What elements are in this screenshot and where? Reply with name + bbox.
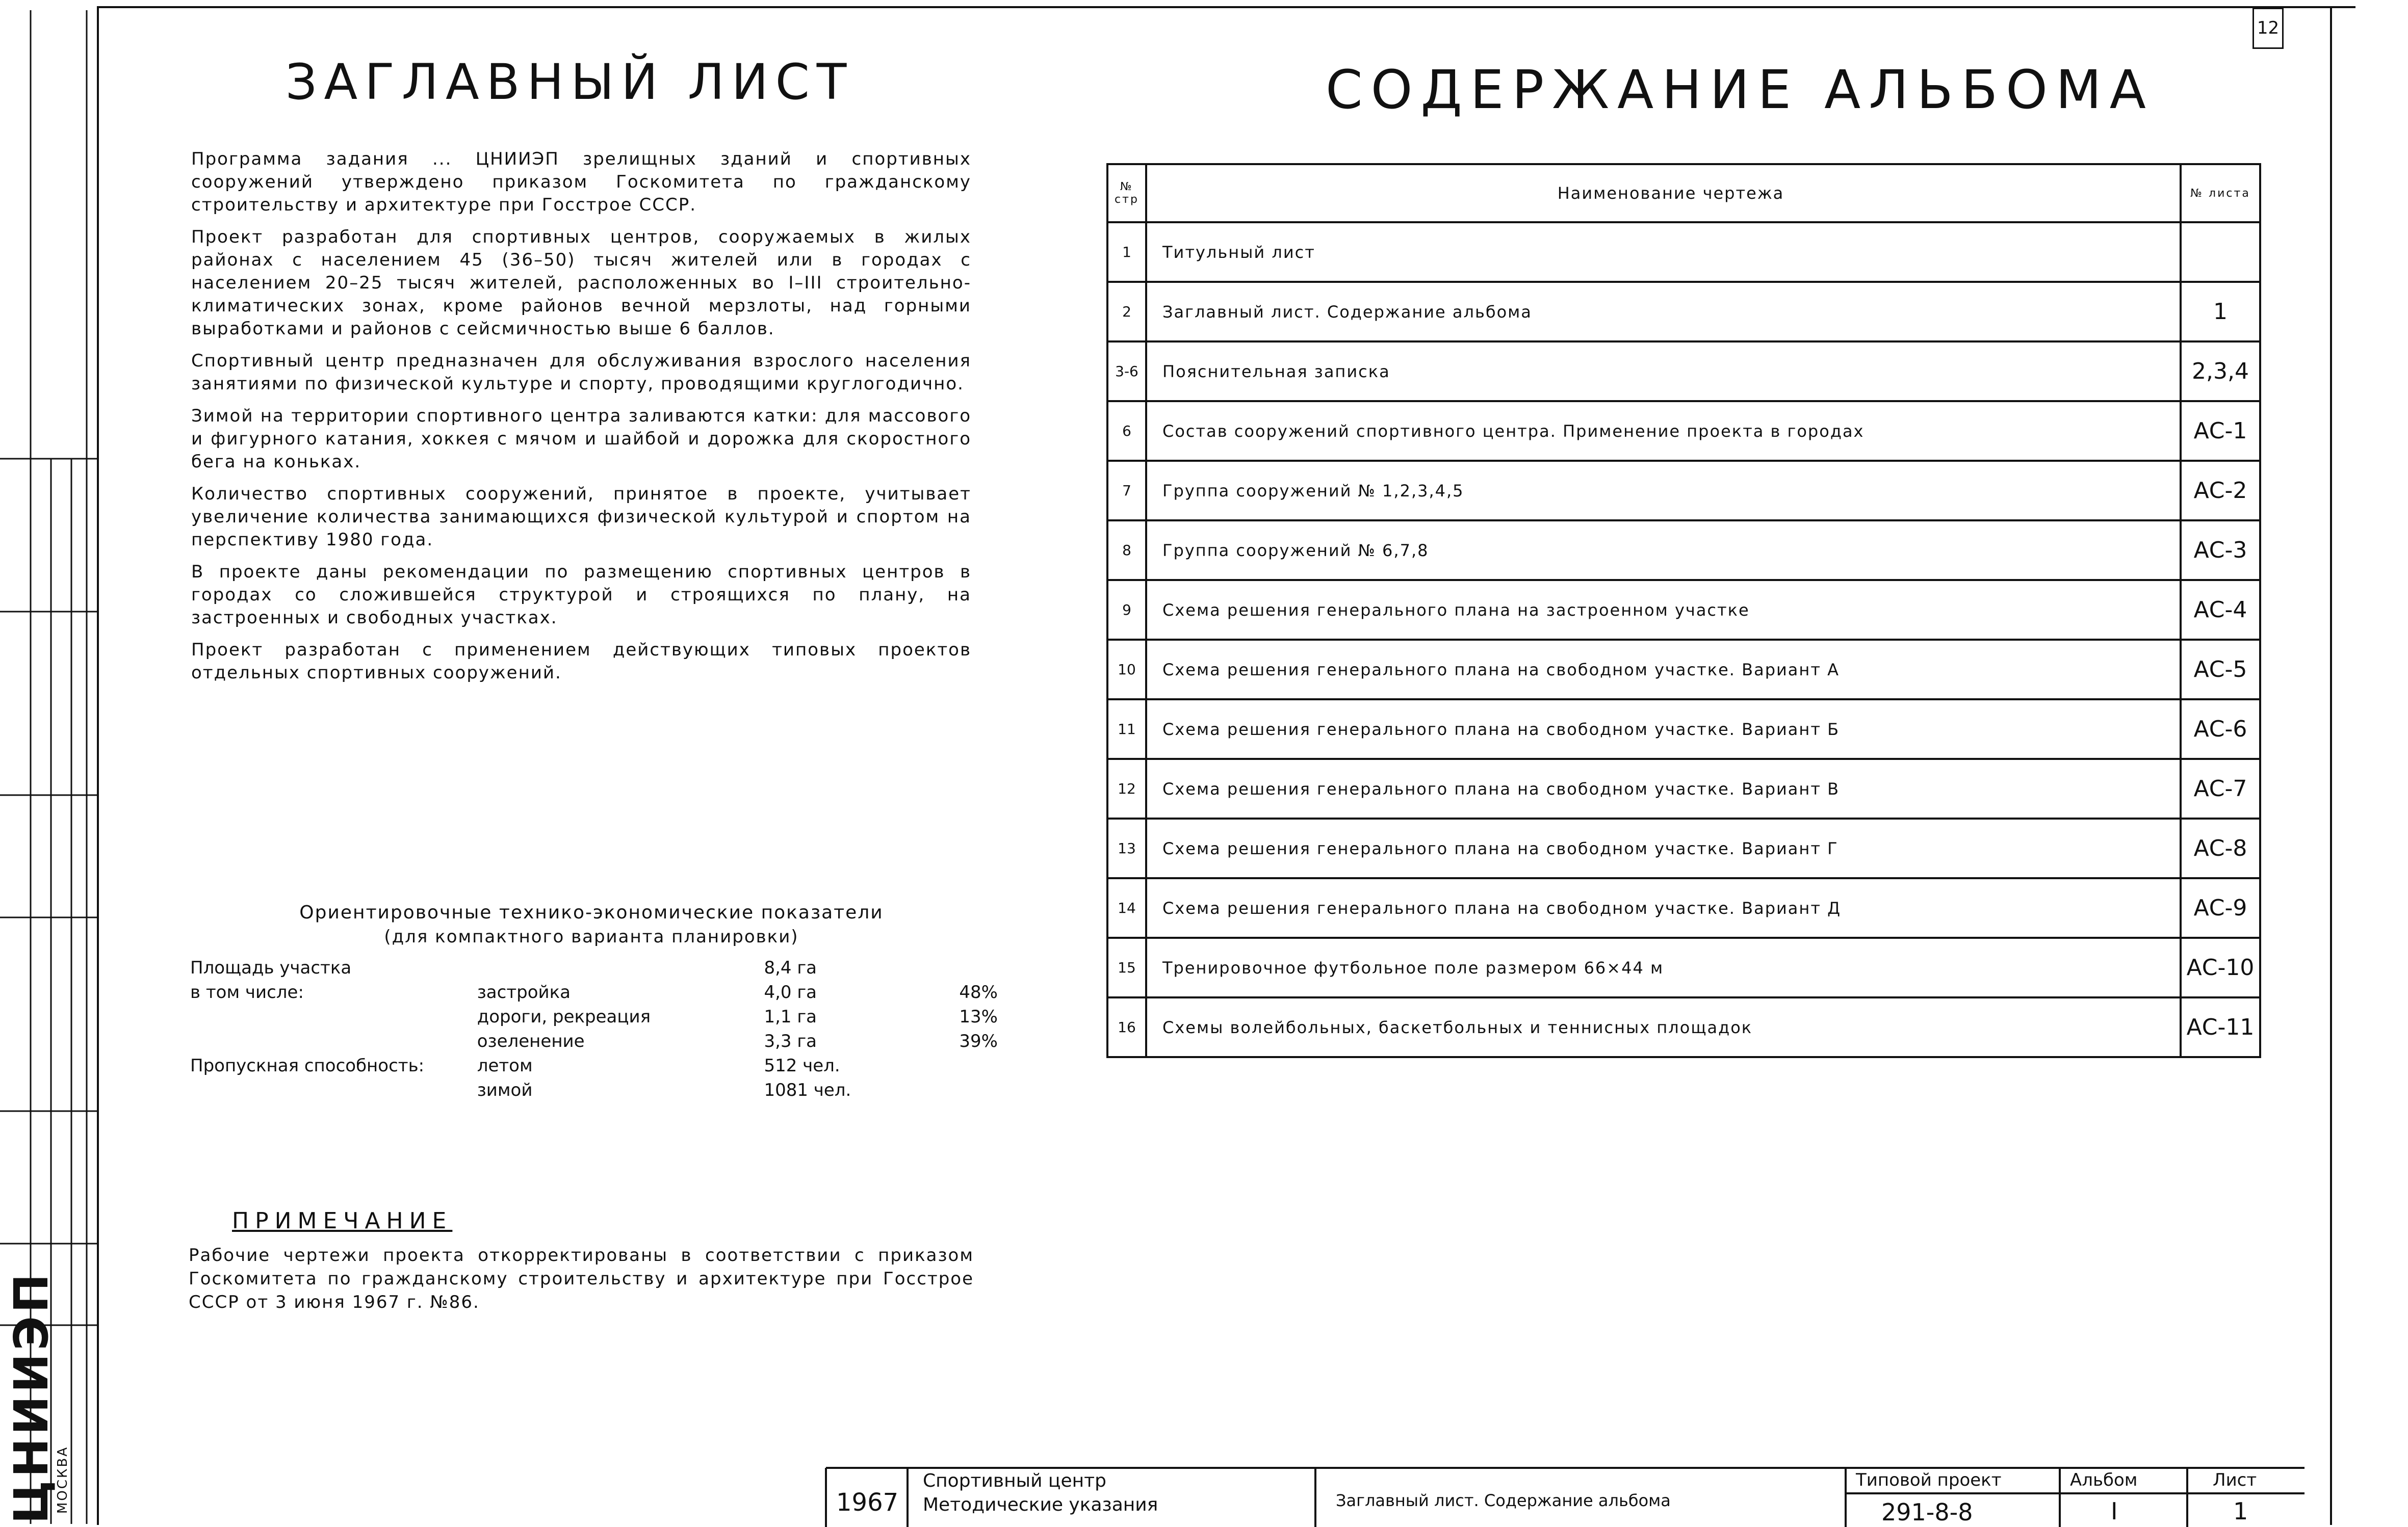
title-block-year: 1967 xyxy=(836,1488,899,1517)
indicator-label xyxy=(186,1078,473,1102)
row-sheet xyxy=(2181,222,2260,282)
row-sheet: АС-11 xyxy=(2181,997,2260,1057)
indicator-sub: летом xyxy=(477,1056,533,1076)
title-block-project-line1: Спортивный центр xyxy=(923,1470,1106,1491)
indicator-value: 512 чел. xyxy=(764,1056,840,1076)
table-row xyxy=(186,1054,1002,1078)
paragraph: Программа задания ... ЦНИИЭП зрелищных зданий и спортивных сооружений утверждено приказом Госкомитета по гражданскому строительству и архитектуре при Госстрое СССР. xyxy=(191,149,971,215)
indicator-label: Пропускная способность: xyxy=(190,1056,425,1076)
table-row xyxy=(186,1078,1002,1102)
row-no: 12 xyxy=(1107,759,1146,819)
indicator-label: в том числе: xyxy=(190,982,304,1003)
indicator-label xyxy=(186,1029,473,1054)
row-name: Схемы волейбольных, баскетбольных и теннисных площадок xyxy=(1146,997,2181,1057)
row-no: 10 xyxy=(1107,640,1146,699)
indicator-value: 4,0 га xyxy=(764,982,817,1003)
table-row xyxy=(1107,222,2260,282)
row-no: 2 xyxy=(1107,282,1146,341)
table-row xyxy=(1107,938,2260,997)
row-name: Схема решения генерального плана на свободном участке. Вариант А xyxy=(1146,640,2181,699)
indicator-label xyxy=(186,1005,473,1029)
row-sheet: АС-6 xyxy=(2181,699,2260,759)
paragraph: Проект разработан с применением действующих типовых проектов отдельных спортивных сооружений. xyxy=(191,640,971,683)
row-sheet: АС-1 xyxy=(2181,401,2260,461)
row-no: 11 xyxy=(1107,699,1146,759)
indicator-value: 1081 чел. xyxy=(764,1080,851,1100)
row-sheet: АС-4 xyxy=(2181,580,2260,640)
paragraph: В проекте даны рекомендации по размещению спортивных центров в городах со сложившейся структурой и строящихся по плану, на застроенных и свободных участках. xyxy=(191,562,971,628)
indicator-pct xyxy=(908,956,1002,980)
table-row xyxy=(1107,401,2260,461)
row-sheet: АС-2 xyxy=(2181,461,2260,520)
table-row xyxy=(1107,580,2260,640)
row-name: Схема решения генерального плана на свободном участке. Вариант Б xyxy=(1146,699,2181,759)
frame-left xyxy=(97,6,99,1525)
indicator-label: Площадь участка xyxy=(190,958,352,978)
row-name: Титульный лист xyxy=(1146,222,2181,282)
contents-heading: СОДЕРЖАНИЕ АЛЬБОМА xyxy=(1326,59,2154,121)
note-text: Рабочие чертежи проекта откорректированы в соответствии с приказом Госкомитета по гражданскому строительству и архитектуре при Госстрое СССР от 3 июня 1967 г. №86. xyxy=(189,1245,974,1312)
indicator-pct: 13% xyxy=(959,1007,998,1027)
row-no: 16 xyxy=(1107,997,1146,1057)
header-sheet: № листа xyxy=(2181,164,2260,222)
row-no: 15 xyxy=(1107,938,1146,997)
indicator-pct xyxy=(908,1078,1002,1102)
table-row xyxy=(1107,759,2260,819)
row-name: Заглавный лист. Содержание альбома xyxy=(1146,282,2181,341)
margin-stamp xyxy=(0,0,97,1527)
table-header-row xyxy=(1107,164,2260,222)
table-row xyxy=(186,956,1002,980)
sheet-label: Лист xyxy=(2213,1470,2257,1490)
row-no: 8 xyxy=(1107,520,1146,580)
corner-sheet-number: 12 xyxy=(2252,8,2284,49)
row-sheet: АС-10 xyxy=(2181,938,2260,997)
header-name: Наименование чертежа xyxy=(1146,164,2181,222)
table-row xyxy=(1107,282,2260,341)
indicators-subtitle: (для компактного варианта планировки) xyxy=(384,927,799,947)
row-no: 1 xyxy=(1107,222,1146,282)
row-name: Схема решения генерального плана на застроенном участке xyxy=(1146,580,2181,640)
header-no: № стр xyxy=(1107,164,1146,222)
frame-top xyxy=(97,6,2355,8)
indicator-sub: зимой xyxy=(477,1080,533,1100)
table-row xyxy=(1107,819,2260,878)
table-row xyxy=(1107,341,2260,401)
frame-right xyxy=(2330,6,2332,1525)
table-row xyxy=(1107,699,2260,759)
row-no: 6 xyxy=(1107,401,1146,461)
row-name: Схема решения генерального плана на свободном участке. Вариант Г xyxy=(1146,819,2181,878)
row-no: 14 xyxy=(1107,878,1146,938)
row-name: Схема решения генерального плана на свободном участке. Вариант В xyxy=(1146,759,2181,819)
table-row xyxy=(1107,520,2260,580)
title-block-project-line2: Методические указания xyxy=(923,1494,1158,1515)
row-no: 3-6 xyxy=(1107,341,1146,401)
row-sheet: АС-3 xyxy=(2181,520,2260,580)
row-no: 7 xyxy=(1107,461,1146,520)
table-row xyxy=(1107,461,2260,520)
row-name: Состав сооружений спортивного центра. Применение проекта в городах xyxy=(1146,401,2181,461)
indicator-value: 8,4 га xyxy=(764,958,817,978)
typical-project-value: 291-8-8 xyxy=(1881,1498,1973,1526)
note-heading: ПРИМЕЧАНИЕ xyxy=(232,1208,453,1234)
paragraph: Количество спортивных сооружений, принятое в проекте, учитывает увеличение количества занимающихся физической культурой и спортом на перспективу 1980 года. xyxy=(191,484,971,550)
paragraph: Зимой на территории спортивного центра заливаются катки: для массового и фигурного катания, хоккея с мячом и шайбой и дорожка для скоростного бега на коньках. xyxy=(191,406,971,472)
typical-project-label: Типовой проект xyxy=(1856,1470,2002,1490)
paragraph: Проект разработан для спортивных центров, сооружаемых в жилых районах с населением 45 (36–50) тысяч жителей или в городах с населением 20–25 тысяч жителей, расположенных во I–III строительно-климатических зонах, кроме районов вечной мерзлоты, над горными выработками и районов с сейсмичностью выше 6 баллов. xyxy=(191,227,971,339)
album-label: Альбом xyxy=(2070,1470,2138,1490)
title-block-sheet-title: Заглавный лист. Содержание альбома xyxy=(1336,1491,1671,1510)
indicators-table xyxy=(186,956,1002,1102)
row-name: Группа сооружений № 1,2,3,4,5 xyxy=(1146,461,2181,520)
title-page-text xyxy=(191,148,971,694)
indicator-sub: застройка xyxy=(477,982,571,1003)
indicator-sub: озеленение xyxy=(477,1031,585,1051)
indicator-pct xyxy=(908,1054,1002,1078)
indicator-sub: дороги, рекреация xyxy=(477,1007,651,1027)
indicator-pct: 48% xyxy=(959,982,998,1003)
table-row xyxy=(1107,878,2260,938)
row-no: 13 xyxy=(1107,819,1146,878)
row-sheet: 2,3,4 xyxy=(2181,341,2260,401)
table-row xyxy=(186,1029,1002,1054)
paragraph: Спортивный центр предназначен для обслуживания взрослого населения занятиями по физической культуре и спорту, проводящими круглогодично. xyxy=(191,351,971,394)
row-sheet: АС-7 xyxy=(2181,759,2260,819)
row-sheet: 1 xyxy=(2181,282,2260,341)
row-name: Пояснительная записка xyxy=(1146,341,2181,401)
contents-table xyxy=(1106,163,2261,1058)
table-row xyxy=(1107,997,2260,1057)
album-value: I xyxy=(2111,1497,2118,1525)
row-sheet: АС-5 xyxy=(2181,640,2260,699)
institute-logo: ЦНИИЭП xyxy=(4,1271,59,1524)
sheet-value: 1 xyxy=(2233,1497,2248,1525)
row-name: Группа сооружений № 6,7,8 xyxy=(1146,520,2181,580)
indicator-pct: 39% xyxy=(959,1031,998,1051)
row-name: Тренировочное футбольное поле размером 66×44 м xyxy=(1146,938,2181,997)
row-no: 9 xyxy=(1107,580,1146,640)
row-sheet: АС-8 xyxy=(2181,819,2260,878)
institute-city: МОСКВА xyxy=(55,1445,70,1514)
indicator-value: 3,3 га xyxy=(764,1031,817,1051)
title-page-heading: ЗАГЛАВНЫЙ ЛИСТ xyxy=(286,54,854,111)
row-name: Схема решения генерального плана на свободном участке. Вариант Д xyxy=(1146,878,2181,938)
row-sheet: АС-9 xyxy=(2181,878,2260,938)
indicators-title: Ориентировочные технико-экономические показатели xyxy=(299,902,884,923)
table-row xyxy=(186,980,1002,1005)
indicator-sub xyxy=(473,956,760,980)
indicator-value: 1,1 га xyxy=(764,1007,817,1027)
table-row xyxy=(186,1005,1002,1029)
table-row xyxy=(1107,640,2260,699)
